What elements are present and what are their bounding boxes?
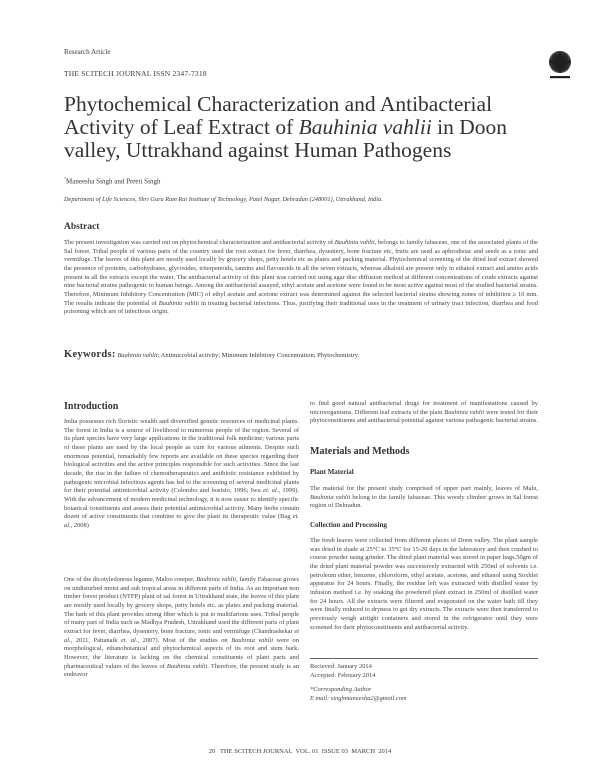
text-segment: in treating bacterial infections. Thus, justifying their traditional uses in the treatment of urinary tract infection, diarrhea and food poisoning which are of infectious origin. [64, 299, 538, 316]
introduction-paragraph-2 [64, 576, 299, 680]
italic-text: Bauhinia vahlii [298, 115, 432, 139]
introduction-paragraph-3 [310, 400, 538, 426]
text-segment: The fresh leaves were collected from different places of Doon valley. The plant sample was dried in shade at 25°C to 35°C for 15-20 days in the laboratory and then crushed to course powder using grinder. The dried plant material was stored in paper bags.50gm of the dried plant material powder was successively extracted with 250ml of solvents i.e. petroleum ether, benzene, chloroform, ethyl acetate, acetone, and ethanol using Soxhlet apparatus for 24 hours. Finally, the residue left was extracted with distilled water by infusion method i.e. by soaking the powdered plant extract in 250ml of distilled water for 24 hours. All the extracts were filtered and evaporated on the water bath till they were finally reduced to dryness to get dry extracts. The extracts were then transferred to previously weigh airtight containers and stored in the refrigerator until they were screened for their phytoconstituents and antibacterial activity. [310, 537, 538, 631]
author-names: Maneesha Singh and Preeti Singh [66, 177, 161, 186]
keywords [64, 349, 359, 360]
text-segment: to find good natural antibacterial drugs for treatment of manifestations caused by microorganisms. Different leaf extracts of the plant [310, 400, 538, 416]
text-segment: , family Fabaceae grows on undisturbed moist and sub tropical areas in different parts of India. As an important non timber forest product (NTFP) plant of sal forest in Uttrakhand state, the leaves of this plant are mostly used locally by grocery shops, petty hotels etc. as plates and packing material. The bark of this plant provides strong fiber which is put to multifarious uses. Tribal people of many part of India such as Madhya Pradesh, Uttrakhand used the different parts of plant extract for fever, diarrhea, dysentery, bone fracture, tonic and vermifuge (Chandrashekar [64, 576, 300, 635]
notes-divider [310, 658, 538, 659]
accepted-date: Accepted: February 2014 [310, 672, 376, 679]
italic-text: et. al. [263, 487, 279, 495]
text-segment: . Therefore, the present study is an endeavor [64, 662, 300, 679]
italic-text: et. al. [64, 513, 299, 529]
plant-material-body [310, 485, 538, 511]
text-segment: , 2008) [70, 521, 89, 529]
text-segment: were tested for their phytoconstituents and antibacterial potential against various pathogenic bacterial strains. [310, 408, 539, 425]
keywords-label: Keywords: [64, 349, 116, 360]
text-segment: Phytochemical Characterization and Antibacterial Activity of Leaf Extract of [64, 92, 493, 139]
italic-text: Bauhinia vahlii [117, 352, 158, 359]
text-segment: , 1999). With the advancement of modern medicinal technology, it is now easier to identify specific botanical constituents and assess their potential antimicrobial activity. Many herbs contain dozen of active constituents that combine to give the plant its therapeutic value (Bag [64, 487, 299, 521]
italic-text: et al. [64, 627, 299, 644]
plant-material-heading: Plant Material [310, 468, 354, 476]
italic-text: Bauhinia vahlii [334, 239, 375, 246]
text-segment: belong to the family fabaceae. This woody climber grows in Sal forest region of Dehradun. [310, 493, 539, 510]
methods-heading: Materials and Methods [310, 446, 410, 457]
italic-text: Bauhinia vahlii [196, 576, 237, 583]
collection-body [310, 537, 538, 632]
text-segment: One of the dicotyledonous legume, Maloo creeper, [64, 576, 197, 583]
italic-text: Bauhinia vahlii [158, 299, 200, 307]
footer-journal: THE SCITECH JOURNAL VOL. 01 ISSUE 03 MARCH 2014 [219, 748, 392, 755]
page-footer [0, 748, 600, 755]
paper-title [64, 93, 544, 162]
page-number: 20 [208, 748, 216, 755]
italic-text: Bauhinia vahlii [231, 636, 273, 644]
italic-text: Bauhinia vahlii [310, 493, 351, 501]
text-segment: India possesses rich floristic wealth and diversified genetic resources of medicinal plants. The forest in India is a source of livelihood to numerous people of the region. Several of its plant species have very large applications in the traditional folk medicine; various parts of these plants are used by the local people as cure for various ailments. Despite such enormous potential, remarkably few reports are available on these species regarding their biological activities and the active principles responsible for such activities. Since the last decade, the rise in the failure of chemotherapeutics and antibiotic resistance exhibited by pathogenic microbial infectious agents has led to the screening of several medicinal plants for their potential antimicrobial activity (Colombo and bosisio, 1996; Iwu [64, 418, 299, 495]
text-segment: The present investigation was carried out on phytochemical characterization and antibacterial activity of [64, 239, 335, 246]
abstract-heading: Abstract [64, 222, 100, 232]
text-segment: , 2011, Pattanaik [70, 636, 122, 644]
introduction-heading: Introduction [64, 401, 119, 412]
affiliation: Department of Life Sciences, Shri Guru Ram Rai Institute of Technology, Patel Nagar, Dehradun (248001), Uttrakhand, India. [64, 196, 383, 203]
keywords-list [117, 352, 359, 359]
text-segment: , 2007). Most of the studies on [137, 636, 232, 644]
text-segment: The material for the present study comprised of upper part mainly, leaves of Malu, [310, 485, 538, 492]
introduction-paragraph-1 [64, 418, 299, 531]
collection-heading: Collection and Processing [310, 521, 387, 529]
authors [64, 176, 161, 185]
italic-text: Bauhinia vahlii [166, 662, 208, 670]
italic-text: Bauhinia vahlii [444, 408, 485, 416]
abstract-body [64, 239, 538, 317]
text-segment: were on morphological, ethanobotanical and phytochemical aspects of its root and stem bark. However, the literature is lacking on the chemical constituents of plant parts and pharmaceutical values of the leaves of [64, 636, 299, 670]
corresponding-author: *Corresponding Author [310, 686, 372, 693]
italic-text: et. al. [121, 636, 138, 644]
author-email[interactable]: E mail: singhmaneesha2@gmail.com [310, 695, 407, 702]
text-segment: ; Antimicrobial activity; Minimum Inhibitory Concentration; Phytochemistry. [157, 352, 360, 359]
journal-issn: THE SCITECH JOURNAL ISSN 2347-7318 [64, 69, 207, 78]
article-type: Research Article [64, 48, 111, 56]
text-segment: in Doon valley, Uttrakhand against Human Pathogens [64, 115, 508, 162]
journal-logo [548, 50, 572, 80]
text-segment: , belongs to family fabaceae, one of the associated plants of the Sal forest. Tribal people of various parts of the country used the root extract for fever, diarrhea, dysentery, bone fracture etc, fruits are used as aphrodisiac and seeds as a tonic and vermifuge. The leaves of this plant are mostly used locally by grocery shops, petty hotels etc as plates and packing material. Phytochemical screening of the dried leaf extract showed the presence of proteins, carbohydrates, glycosides, triterpenoids, tannins and flavonoids in all the seven extracts, whereas alkaloid are present only in ethanol extract and amino acids present in all the extracts except the water. The antibacterial activity of this plant was carried out using agar disc diffusion method at different concentrations of crude extracts against nine bacterial strains pathogenic to human beings. Among the antibacterial assayed, ethyl acetate and acetone were found to be most active against most of the studied bacterial strains. Therefore, Minimum Inhibitory Concentration (MIC) of ethyl acetate and acetone extract was determined against the selected bacterial strains showing zones of inhibition ≥ 10 mm. The results indicate the potential of [64, 239, 538, 307]
received-date: Recieved: January 2014 [310, 663, 372, 670]
corresponding-mark: * [64, 176, 66, 181]
